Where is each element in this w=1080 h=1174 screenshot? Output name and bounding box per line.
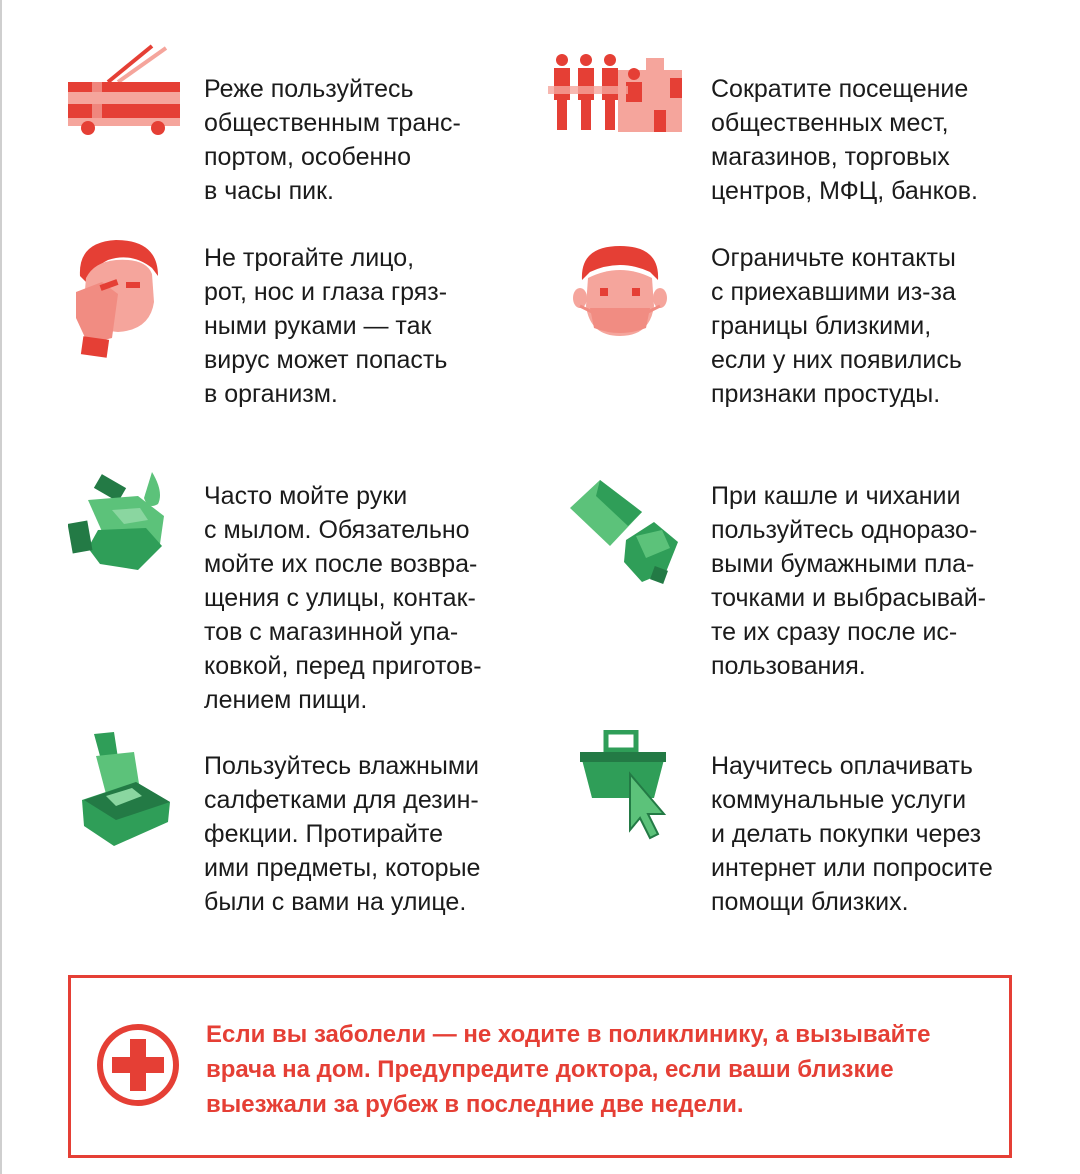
tip-line: Научитесь оплачивать — [711, 752, 973, 780]
tip-line: помощи близких. — [711, 888, 909, 916]
tip-line: Не трогайте лицо, — [204, 244, 415, 272]
notice-line: Если вы заболели — не ходите в поликлинику, а вызывайте — [206, 1021, 931, 1048]
tip-line: коммунальные услуги — [711, 786, 967, 814]
tip-line: общественным транс- — [204, 109, 461, 137]
tip-line: пользования. — [711, 652, 866, 680]
tip-line: тов с магазинной упа- — [204, 618, 459, 646]
tip-line: фекции. Протирайте — [204, 820, 444, 848]
tip-line: Реже пользуйтесь — [204, 75, 414, 103]
tip-line: Сократите посещение — [711, 75, 969, 103]
left-edge-rule — [0, 0, 2, 1174]
crowd-building-icon — [548, 52, 684, 134]
trolleybus-icon — [66, 44, 182, 136]
face-touch-icon — [72, 238, 164, 360]
tip-line: признаки простуды. — [711, 380, 941, 408]
tip-line: ными руками — так — [204, 312, 432, 340]
tip-line: магазинов, торговых — [711, 143, 950, 171]
tip-line: Часто мойте руки — [204, 482, 408, 510]
tip-line: вирус может попасть — [204, 346, 448, 374]
tip-line: общественных мест, — [711, 109, 949, 137]
tip-line: ими предметы, которые — [204, 854, 481, 882]
tip-line: При кашле и чихании — [711, 482, 961, 510]
tip-line: в часы пик. — [204, 177, 334, 205]
tip-line: были с вами на улице. — [204, 888, 467, 916]
tip-line: салфетками для дезин- — [204, 786, 479, 814]
tip-line: мойте их после возвра- — [204, 550, 478, 578]
wet-wipes-icon — [80, 730, 172, 848]
tip-line: портом, особенно — [204, 143, 411, 171]
tip-line: с мылом. Обязательно — [204, 516, 470, 544]
tip-line: центров, МФЦ, банков. — [711, 177, 978, 205]
tissue-icon — [566, 478, 684, 586]
tip-line: если у них появились — [711, 346, 962, 374]
tip-line: те их сразу после ис- — [711, 618, 958, 646]
notice-line: врача на дом. Предупредите доктора, если ваши близкие — [206, 1056, 894, 1083]
tip-line: ковкой, перед приготов- — [204, 652, 482, 680]
tip-line: лением пищи. — [204, 686, 368, 714]
face-mask-icon — [572, 244, 668, 338]
tip-line: границы близкими, — [711, 312, 932, 340]
tip-line: щения с улицы, контак- — [204, 584, 476, 612]
notice-line: выезжали за рубеж в последние две недели. — [206, 1091, 744, 1118]
tip-line: рот, нос и глаза гряз- — [204, 278, 448, 306]
tip-line: Пользуйтесь влажными — [204, 752, 479, 780]
online-shopping-icon — [578, 730, 670, 840]
red-cross-icon — [96, 1023, 180, 1112]
sick-notice-box — [68, 975, 1012, 1158]
tip-line: Ограничьте контакты — [711, 244, 956, 272]
tip-line: с приехавшими из-за — [711, 278, 956, 306]
tip-line: интернет или попросите — [711, 854, 993, 882]
tip-line: в организм. — [204, 380, 338, 408]
tip-line: выми бумажными пла- — [711, 550, 975, 578]
tip-line: пользуйтесь одноразо- — [711, 516, 978, 544]
tip-line: и делать покупки через — [711, 820, 982, 848]
hand-wash-icon — [68, 470, 174, 574]
tip-line: точками и выбрасывай- — [711, 584, 986, 612]
